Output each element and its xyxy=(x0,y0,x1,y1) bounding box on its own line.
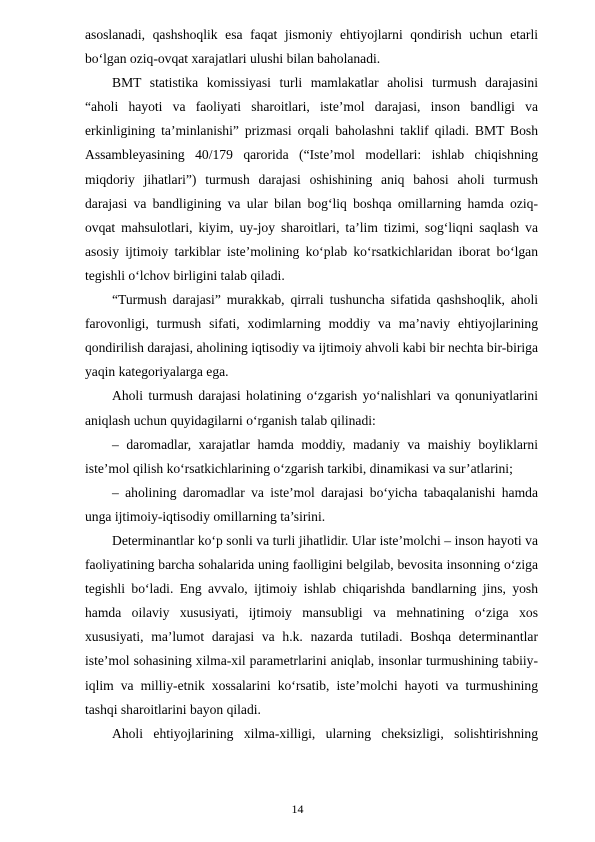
body-text xyxy=(85,23,538,746)
paragraph-4: Aholi turmush darajasi holatining o‘zgarish yo‘nalishlari va qonuniyatlarini aniqlash uchun quyidagilarni o‘rganish talab qilinadi: xyxy=(85,388,538,428)
paragraph-1: asoslanadi, qashshoqlik esa faqat jismoniy ehtiyojlarni qondirish uchun etarli bo‘lgan oziq-ovqat xarajatlari ulushi bilan baholanadi. xyxy=(85,27,538,67)
list-item-2: – aholining daromadlar va iste’mol darajasi bo‘yicha tabaqalanishi hamda unga ijtimoiy-iqtisodiy omillarning ta’sirini. xyxy=(85,484,538,524)
paragraph-5: Determinantlar ko‘p sonli va turli jihatlidir. Ular iste’molchi – inson hayoti va faoliyatining barcha sohalarida uning faolligini belgilab, bevosita insonning o‘ziga tegishli bo‘ladi. Eng avvalo, ijtimoiy ishlab chiqarishda bandlarning jins, yosh hamda oilaviy xususiyati, ijtimoiy mansubligi va mehnatining o‘ziga xos xususiyati, ma’lumot darajasi va h.k. nazarda tutiladi. Boshqa determinantlar iste’mol sohasining xilma-xil parametrlarini aniqlab, insonlar turmushining tabiiy- iqlim va milliy-etnik xossalarini ko‘rsatib, iste’molchi hayoti va turmushining tashqi sharoitlarini bayon qiladi. xyxy=(85,532,538,717)
paragraph-2: BMT statistika komissiyasi turli mamlakatlar aholisi turmush darajasini “aholi hayoti va faoliyati sharoitlari, iste’mol darajasi, inson bandligi va erkinligining ta’minlanishi” prizmasi orqali baholashni taklif qiladi. BMT Bosh Assambleyasining 40/179 qarorida (“Iste’mol modellari: ishlab chiqishning miqdoriy jihatlari”) turmush darajasi oshishining aniq bahosi aholi turmush darajasi va bandligining va ular bilan bog‘liq boshqa omillarning hamda oziq-ovqat mahsulotlari, kiyim, uy-joy sharoitlari, ta’lim tizimi, sog‘liqni saqlash va asosiy ijtimoiy tarkiblar iste’molining ko‘plab ko‘rsatkichlaridan iborat bo‘lgan tegishli o‘lchov birligini talab qiladi. xyxy=(85,75,538,283)
page-number: 14 xyxy=(291,802,304,816)
paragraph-6: Aholi ehtiyojlarining xilma-xilligi, ularning cheksizligi, solishtirishning xyxy=(112,725,538,741)
list-item-1: – daromadlar, xarajatlar hamda moddiy, madaniy va maishiy boyliklarni iste’mol qilish ko‘rsatkichlarining o‘zgarish tarkibi, dinamikasi va sur’atlarini; xyxy=(85,436,538,476)
paragraph-3: “Turmush darajasi” murakkab, qirrali tushuncha sifatida qashshoqlik, aholi farovonligi, turmush sifati, xodimlarning moddiy va ma’naviy ehtiyojlarining qondirilish darajasi, aholining iqtisodiy va ijtimoiy ahvoli kabi bir nechta bir-biriga yaqin kategoriyalarga ega. xyxy=(85,292,538,380)
